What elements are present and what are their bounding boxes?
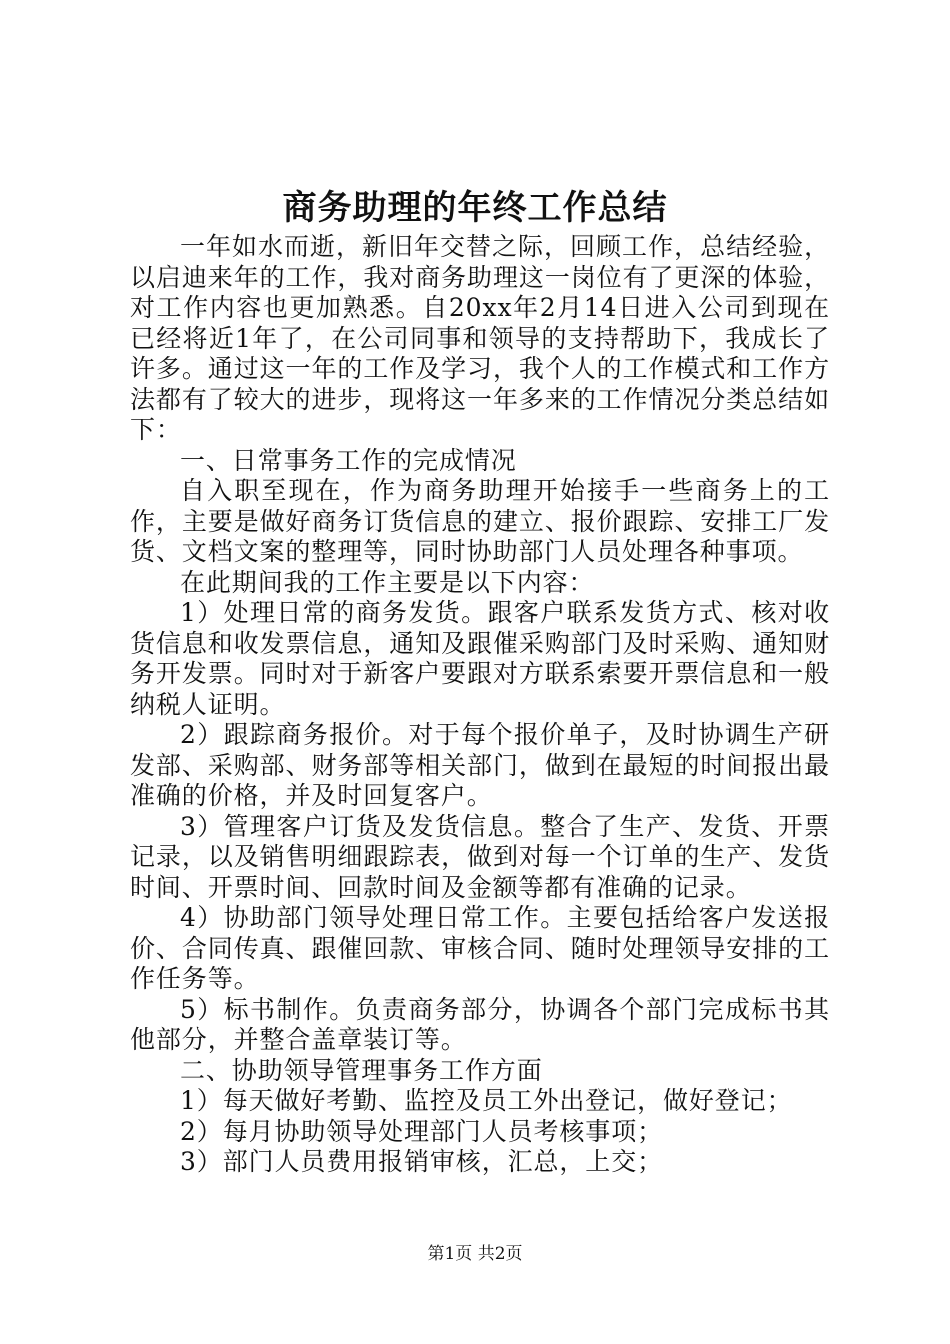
list-item: 1）每天做好考勤、监控及员工外出登记，做好登记； (180, 1086, 793, 1115)
list-item: 2）每月协助领导处理部门人员考核事项； (180, 1116, 664, 1146)
page-footer: 第1页 共2页 (427, 1244, 523, 1264)
section-heading-1: 一、日常事务工作的完成情况 (180, 445, 517, 475)
paragraph: 自入职至现在，作为商务助理开始接手一些商务上的工作，主要是做好商务订货信息的建立、报价跟踪、安排工厂发货、文档文案的整理等，同时协助部门人员处理各种事项。 (130, 476, 830, 566)
paragraph-intro: 一年如水而逝，新旧年交替之际，回顾工作，总结经验，以启迪来年的工作，我对商务助理这一岗位有了更深的体验，对工作内容也更加熟悉。自20xx年2月14日进入公司到现在已经将近1年了，在公司同事和领导的支持帮助下，我成长了许多。通过这一年的工作及学习，我个人的工作模式和工作方法都有了较大的进步，现将这一年多来的工作情况分类总结如下： (130, 232, 830, 444)
section-heading-2: 二、协助领导管理事务工作方面 (180, 1055, 543, 1085)
list-item: 2）跟踪商务报价。对于每个报价单子，及时协调生产研发部、采购部、财务部等相关部门，做到在最短的时间报出最准确的价格，并及时回复客户。 (130, 720, 830, 810)
list-item: 3）管理客户订货及发货信息。整合了生产、发货、开票记录，以及销售明细跟踪表，做到对每一个订单的生产、发货时间、开票时间、回款时间及金额等都有准确的记录。 (130, 811, 830, 902)
list-item: 5）标书制作。负责商务部分，协调各个部门完成标书其他部分，并整合盖章装订等。 (130, 994, 830, 1054)
list-item: 3）部门人员费用报销审核，汇总，上交； (180, 1147, 664, 1176)
list-item: 4）协助部门领导处理日常工作。主要包括给客户发送报价、合同传真、跟催回款、审核合同、随时处理领导安排的工作任务等。 (130, 903, 830, 993)
paragraph: 在此期间我的工作主要是以下内容： (180, 567, 595, 597)
list-item: 1）处理日常的商务发货。跟客户联系发货方式、核对收货信息和收发票信息，通知及跟催采购部门及时采购、通知财务开发票。同时对于新客户要跟对方联系索要开票信息和一般纳税人证明。 (130, 598, 830, 719)
document-title: 商务助理的年终工作总结 (282, 188, 668, 228)
document-body (130, 232, 830, 1178)
